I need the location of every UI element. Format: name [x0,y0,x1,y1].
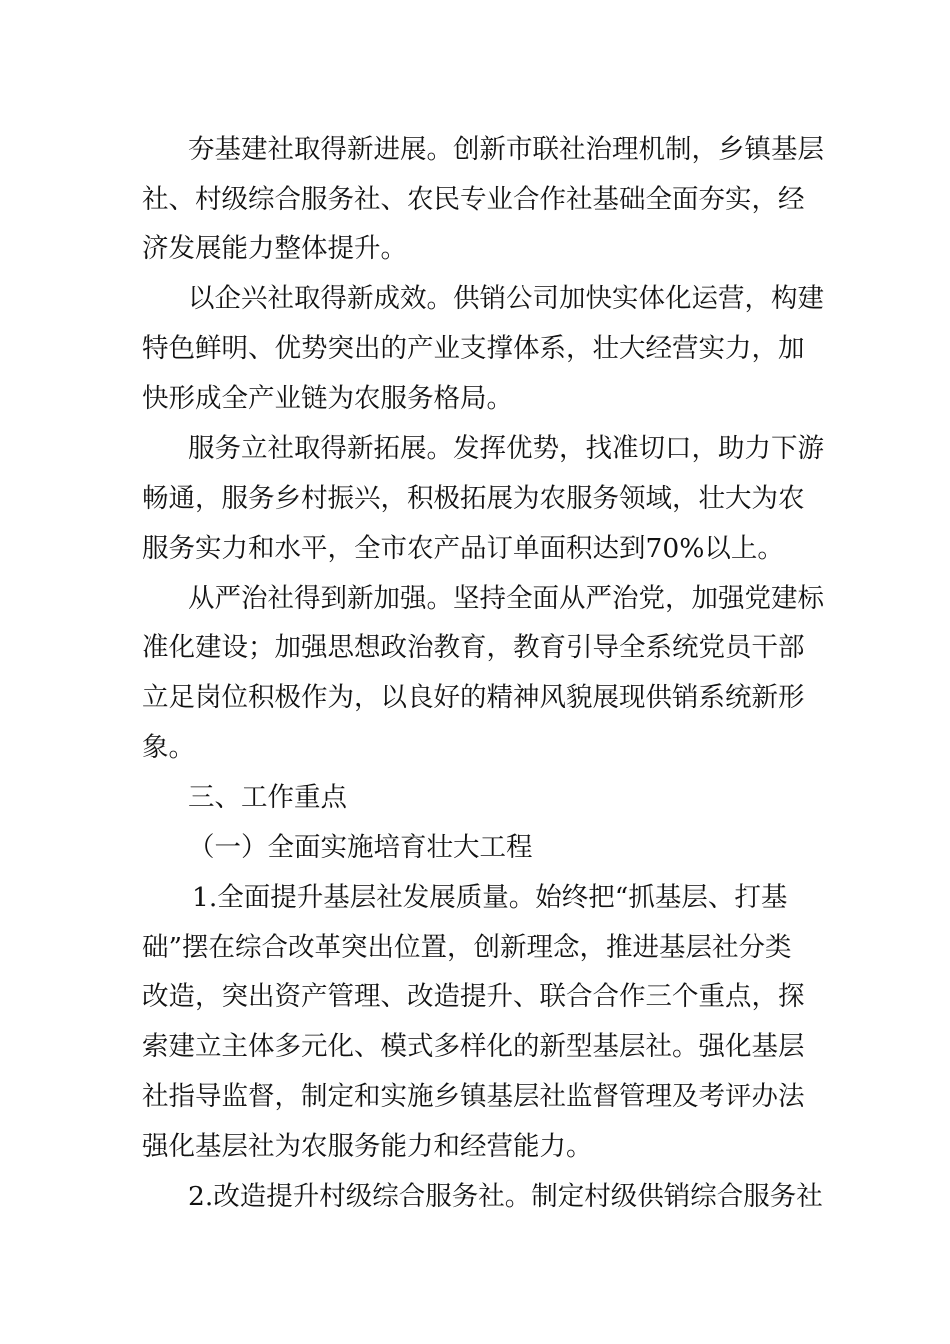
paragraph-3-line-3: 服务实力和水平，全市农产品订单面积达到70%以上。 [142,533,784,564]
paragraph-4-line-2: 准化建设；加强思想政治教育，教育引导全系统党员干部 [142,632,805,663]
section-heading: 三、工作重点 [188,782,347,813]
paragraph-2-line-1: 以企兴社取得新成效。供销公司加快实体化运营，构建 [188,283,824,314]
paragraph-3-line-2: 畅通，服务乡村振兴，积极拓展为农服务领域，壮大为农 [142,483,805,514]
paragraph-2-line-3: 快形成全产业链为农服务格局。 [142,383,513,414]
item-1-line-5: 社指导监督，制定和实施乡镇基层社监督管理及考评办法 [142,1081,805,1112]
paragraph-1-line-2: 社、村级综合服务社、农民专业合作社基础全面夯实，经 [142,184,805,215]
paragraph-1-line-3: 济发展能力整体提升。 [142,233,407,264]
paragraph-4-line-1: 从严治社得到新加强。坚持全面从严治党，加强党建标 [188,583,824,614]
subsection-heading: （一）全面实施培育壮大工程 [188,832,533,863]
paragraph-2-line-2: 特色鲜明、优势突出的产业支撑体系，壮大经营实力，加 [142,333,805,364]
paragraph-4-line-4: 象。 [142,732,195,763]
item-1-line-1: 1.全面提升基层社发展质量。始终把“抓基层、打基 [192,882,788,913]
paragraph-3-line-1: 服务立社取得新拓展。发挥优势，找准切口，助力下游 [188,433,824,464]
paragraph-4-line-3: 立足岗位积极作为，以良好的精神风貌展现供销系统新形 [142,682,805,713]
item-1-line-3: 改造，突出资产管理、改造提升、联合合作三个重点，探 [142,981,805,1012]
item-1-line-4: 索建立主体多元化、模式多样化的新型基层社。强化基层 [142,1031,805,1062]
item-2-line-1: 2.改造提升村级综合服务社。制定村级供销综合服务社 [188,1181,823,1212]
item-1-line-6: 强化基层社为农服务能力和经营能力。 [142,1131,593,1162]
item-1-line-2: 础”摆在综合改革突出位置，创新理念，推进基层社分类 [142,932,792,963]
paragraph-1-line-1: 夯基建社取得新进展。创新市联社治理机制，乡镇基层 [188,134,824,165]
